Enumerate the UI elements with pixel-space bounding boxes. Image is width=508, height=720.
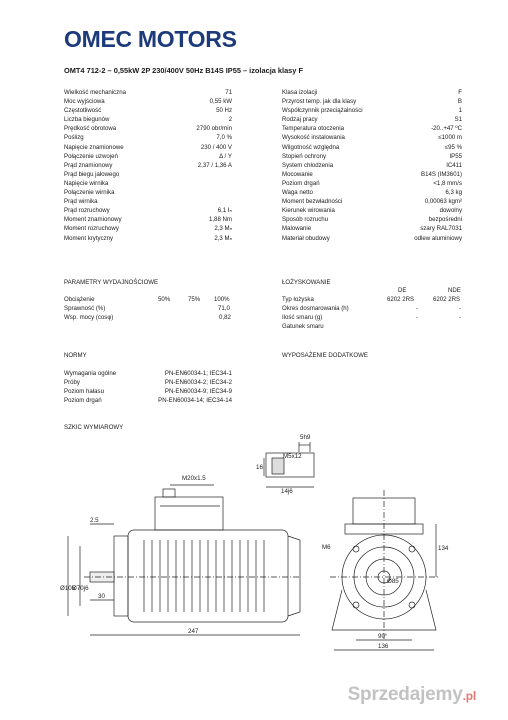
spec-label: Częstotliwość [64, 107, 102, 115]
spec-row [64, 170, 232, 179]
spec-label: Wielkość mechaniczna [64, 89, 126, 96]
spec-value: ≤1000 m [438, 134, 462, 142]
spec-label: Wysokość instalowania [282, 134, 345, 142]
bearings-row-de: - [416, 305, 419, 313]
norm-label: Próby [64, 379, 80, 387]
spec-value: 50 Hz [216, 107, 232, 115]
spec-row [64, 206, 232, 215]
bearings-row-de: - [416, 314, 419, 322]
spec-row [64, 115, 232, 124]
spec-value: 1 [458, 107, 462, 115]
spec-value: bezpośredni [428, 216, 462, 224]
spec-row [64, 188, 232, 197]
performance-header-50: 50% [158, 296, 171, 303]
bearings-row [282, 314, 462, 323]
spec-row [64, 215, 232, 224]
bearings-row [282, 323, 462, 332]
spec-value: Δ / Y [219, 152, 232, 160]
spec-label: Prąd rozruchowy [64, 207, 110, 215]
dim-angle: 90° [378, 633, 388, 640]
norm-row [64, 396, 232, 405]
logo-text: MEC MOTORS [81, 26, 237, 52]
spec-row [282, 188, 462, 197]
spec-row [64, 179, 232, 188]
logo-o-mark: O [64, 26, 82, 52]
spec-value: 2 [228, 116, 232, 124]
performance-row-label: Wsp. mocy (cosφ) [64, 314, 114, 322]
performance-table [64, 296, 234, 323]
spec-value: 1,88 Nm [208, 216, 232, 224]
spec-value: B14S (IM3601) [421, 170, 462, 178]
spec-row [282, 215, 462, 224]
spec-label: Poślizg [64, 134, 84, 142]
spec-value: odlew aluminiowy [414, 234, 462, 242]
dimension-drawing [0, 420, 508, 720]
spec-label: Moment znamionowy [64, 216, 122, 224]
dim-offset: 2.5 [90, 517, 99, 524]
norm-value: PN-EN60034-14; IEC34-14 [158, 397, 232, 405]
spec-row [64, 224, 232, 233]
spec-row [64, 97, 232, 106]
spec-row [282, 206, 462, 215]
spec-value: 2790 obr/min [196, 125, 232, 133]
spec-row [282, 234, 462, 243]
performance-header-100: 100% [214, 296, 230, 303]
spec-label: Poziom drgań [282, 179, 320, 187]
spec-row [64, 197, 232, 206]
spec-label: Napięcie wirnika [64, 179, 109, 187]
dim-spigot-diameter: Ø70j6 [72, 585, 89, 592]
spec-row [64, 124, 232, 133]
spec-label: Mocowanie [282, 170, 313, 178]
sketch-heading: SZKIC WYMIAROWY [64, 424, 124, 431]
spec-label: Sposób rozruchu [282, 216, 329, 224]
extra-equipment-heading: WYPOSAŻENIE DODATKOWE [282, 352, 368, 359]
dim-key-width: 5h9 [300, 434, 311, 441]
spec-value: 230 / 400 V [200, 143, 232, 151]
spec-value: S1 [454, 116, 462, 124]
spec-row [64, 152, 232, 161]
norm-label: Poziom drgań [64, 397, 102, 405]
performance-row [64, 305, 234, 314]
spec-label: Stopień ochrony [282, 152, 327, 160]
spec-label: Liczba biegunów [64, 116, 110, 124]
spec-label: Temperatura otoczenia [282, 125, 344, 133]
spec-value: dowolny [439, 207, 462, 215]
watermark-suffix: .pl [462, 689, 476, 703]
spec-row [64, 234, 232, 243]
spec-value: -20..+47 ºC [431, 125, 462, 133]
spec-value: 0,55 kW [209, 98, 232, 106]
spec-label: Współczynnik przeciążalności [282, 107, 363, 115]
spec-value: <1,8 mm/s [433, 179, 462, 187]
spec-row [282, 170, 462, 179]
spec-value: 6,1 Iₙ [217, 207, 232, 215]
right-spec-table [282, 88, 462, 243]
spec-value: 7,0 % [216, 134, 232, 142]
spec-label: Prąd biegu jałowego [64, 170, 120, 178]
bearings-table [282, 287, 462, 332]
spec-value: szary RAL7031 [420, 225, 462, 233]
bearings-row-label: Typ łożyska [282, 296, 314, 304]
spec-label: Prąd znamionowy [64, 161, 113, 169]
terminal-box [155, 497, 223, 530]
bearings-row-de: 6202 2RS [387, 296, 415, 304]
performance-row-label: Sprawność (%) [64, 305, 106, 313]
bearings-row-nde: - [459, 305, 462, 313]
norms-table [64, 369, 232, 405]
spec-label: Wilgotność względna [282, 143, 340, 151]
bearings-row-label: Gatunek smaru [282, 323, 324, 331]
dim-pcd: Ø85 [387, 578, 399, 585]
dim-shaft-length: 30 [98, 593, 105, 600]
spec-value: 71 [225, 89, 232, 96]
spec-label: Kierunek wirowania [282, 207, 335, 215]
spec-label: Prędkość obrotowa [64, 125, 117, 133]
left-spec-table [64, 88, 232, 243]
spec-value: 2,3 Mₙ [214, 234, 232, 242]
spec-value: IP55 [449, 152, 462, 160]
norms-heading: NORMY [64, 352, 87, 359]
spec-row [282, 161, 462, 170]
spec-row [64, 161, 232, 170]
spec-row [282, 88, 462, 97]
norm-value: PN-EN60034-9; IEC34-9 [164, 388, 232, 396]
norm-label: Poziom hałasu [64, 388, 104, 396]
spec-label: Moment bezwładności [282, 198, 343, 206]
norm-value: PN-EN60034-2; IEC34-2 [164, 379, 232, 387]
dim-height: 134 [438, 545, 449, 552]
spec-row [282, 197, 462, 206]
spec-label: Połączenie uzwojeń [64, 152, 118, 160]
performance-row-value: 71,0 [218, 305, 230, 313]
dim-box-thread: M20x1.5 [182, 475, 206, 482]
norm-row [64, 378, 232, 387]
spec-label: Moment rozruchowy [64, 225, 119, 233]
bearings-row [282, 296, 462, 305]
spec-row [282, 179, 462, 188]
spec-label: System chłodzenia [282, 161, 334, 169]
watermark-text: Sprzedajemy [347, 684, 463, 705]
dim-flange-diameter: Ø105 [60, 585, 76, 592]
spec-value: 2,3 Mₙ [214, 225, 232, 233]
norm-row [64, 369, 232, 378]
spec-value: IC411 [446, 161, 462, 169]
bearings-header-nde: NDE [448, 287, 461, 294]
spec-label: Materiał obudowy [282, 234, 330, 242]
spec-row [282, 143, 462, 152]
spec-label: Klasa izolacji [282, 89, 318, 96]
spec-label: Waga netto [282, 189, 313, 197]
spec-value: ≤95 % [444, 143, 462, 151]
spec-label: Przyrost temp. jak dla klasy [282, 98, 357, 106]
spec-row [282, 152, 462, 161]
spec-row [64, 143, 232, 152]
bearings-row-nde: 6202 2RS [433, 296, 461, 304]
performance-header-75: 75% [188, 296, 201, 303]
spec-row [282, 115, 462, 124]
spec-label: Napięcie znamionowe [64, 143, 124, 151]
bearings-row-label: Okres dosmarowania (h) [282, 305, 349, 313]
performance-row-value: 0,82 [219, 314, 231, 322]
spec-row [282, 133, 462, 142]
spec-value: F [458, 89, 462, 96]
bearings-row [282, 305, 462, 314]
watermark [348, 684, 476, 706]
bearings-header-row [282, 287, 462, 296]
dim-key-height: 16 [256, 464, 263, 471]
spec-row [64, 133, 232, 142]
performance-header-label: Obciążenie [64, 296, 95, 303]
spec-row [282, 224, 462, 233]
norm-row [64, 387, 232, 396]
dim-thread: M5x12 [283, 453, 302, 460]
page-title: OMT4 712-2 – 0,55kW 2P 230/400V 50Hz B14S IP55 – izolacja klasy F [64, 66, 303, 75]
bearings-row-label: Ilość smaru (g) [282, 314, 323, 322]
spec-row [64, 106, 232, 115]
norm-value: PN-EN60034-1; IEC34-1 [164, 370, 232, 377]
spec-row [282, 97, 462, 106]
dim-shaft-diameter: 14j6 [281, 488, 293, 495]
spec-label: Moc wyjściowa [64, 98, 105, 106]
spec-value: 0,00063 kgm² [424, 198, 462, 206]
spec-row [282, 124, 462, 133]
spec-value: 6,3 kg [445, 189, 462, 197]
spec-row [282, 106, 462, 115]
spec-label: Malowanie [282, 225, 312, 233]
norm-label: Wymagania ogólne [64, 370, 117, 377]
bearings-header-de: DE [398, 287, 407, 294]
spec-row [64, 88, 232, 97]
dim-length: 247 [188, 628, 199, 635]
dim-hole: M6 [322, 544, 331, 551]
dim-width: 136 [378, 643, 389, 650]
spec-label: Moment krytyczny [64, 234, 114, 242]
bearings-heading: ŁOŻYSKOWANIE [282, 279, 331, 286]
bearings-row-nde: - [459, 314, 462, 322]
performance-header-row [64, 296, 234, 305]
performance-row [64, 314, 234, 323]
spec-value: 2,37 / 1,36 A [197, 161, 232, 169]
spec-label: Połączenie wirnika [64, 189, 115, 197]
spec-label: Prąd wirnika [64, 198, 98, 206]
spec-value: B [457, 98, 462, 106]
brand-logo [64, 26, 237, 53]
performance-heading: PARAMETRY WYDAJNOŚCIOWE [64, 279, 159, 286]
spec-label: Rodzaj pracy [282, 116, 318, 124]
